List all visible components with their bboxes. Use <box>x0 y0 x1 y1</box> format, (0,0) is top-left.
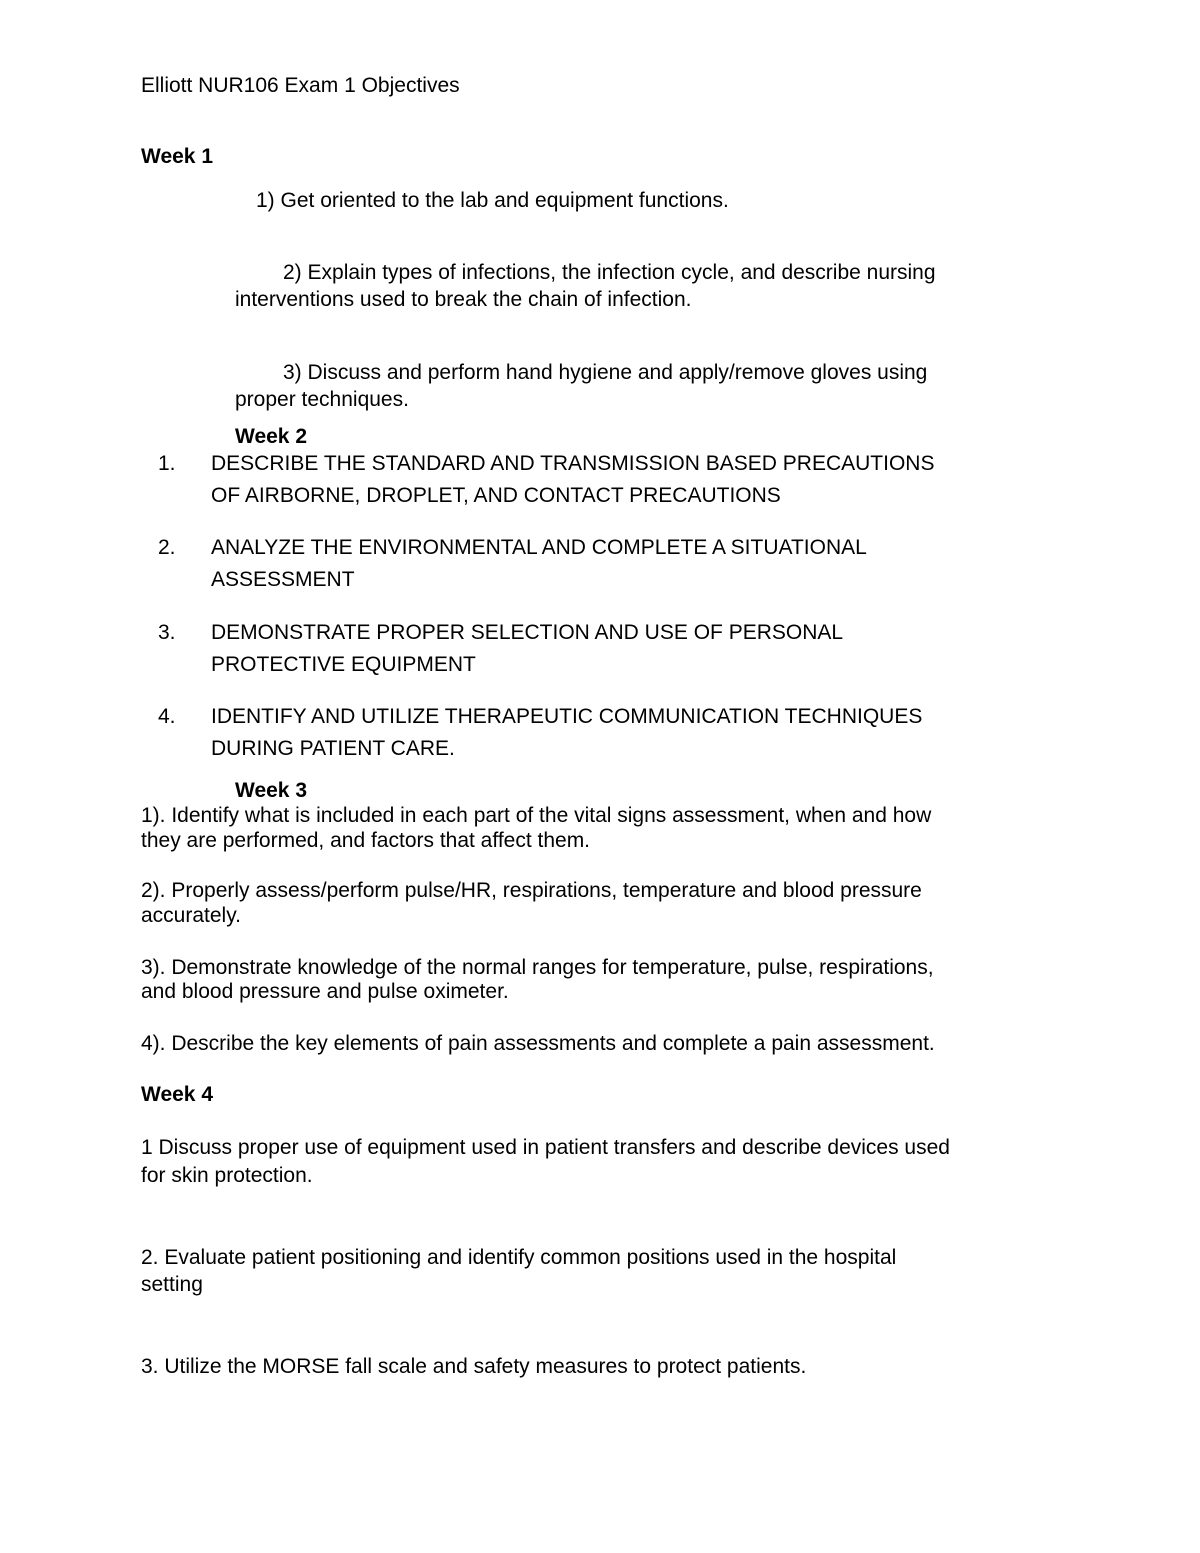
week2-item4-line2: DURING PATIENT CARE. <box>211 737 455 760</box>
week3-item4: 4). Describe the key elements of pain assessments and complete a pain assessment. <box>141 1032 935 1055</box>
week4-item1-line1: 1 Discuss proper use of equipment used in patient transfers and describe devices used <box>141 1136 950 1159</box>
week2-item2-line1: ANALYZE THE ENVIRONMENTAL AND COMPLETE A SITUATIONAL <box>211 536 867 559</box>
week3-item2-line1: 2). Properly assess/perform pulse/HR, respirations, temperature and blood pressure <box>141 879 922 902</box>
week2-item1-line1: DESCRIBE THE STANDARD AND TRANSMISSION BASED PRECAUTIONS <box>211 452 935 475</box>
week4-item1-line2: for skin protection. <box>141 1164 313 1187</box>
week2-item1-line2: OF AIRBORNE, DROPLET, AND CONTACT PRECAUTIONS <box>211 484 781 507</box>
week3-item3-line1: 3). Demonstrate knowledge of the normal ranges for temperature, pulse, respirations, <box>141 956 934 979</box>
week3-heading: Week 3 <box>235 779 307 802</box>
week2-item3-line2: PROTECTIVE EQUIPMENT <box>211 653 476 676</box>
week4-item2-line1: 2. Evaluate patient positioning and identify common positions used in the hospital <box>141 1246 897 1269</box>
week2-heading: Week 2 <box>235 425 307 448</box>
week1-item3-line2: proper techniques. <box>235 388 409 411</box>
week2-item2-number: 2. <box>158 536 176 559</box>
week3-item3-line2: and blood pressure and pulse oximeter. <box>141 980 509 1003</box>
week4-item2-line2: setting <box>141 1273 203 1296</box>
week1-item2-line1: 2) Explain types of infections, the infection cycle, and describe nursing <box>283 261 936 284</box>
week2-item4-line1: IDENTIFY AND UTILIZE THERAPEUTIC COMMUNICATION TECHNIQUES <box>211 705 923 728</box>
week2-item3-number: 3. <box>158 621 176 644</box>
week2-item3-line1: DEMONSTRATE PROPER SELECTION AND USE OF PERSONAL <box>211 621 844 644</box>
week1-item3-line1: 3) Discuss and perform hand hygiene and apply/remove gloves using <box>283 361 928 384</box>
week4-heading: Week 4 <box>141 1083 213 1106</box>
week1-heading: Week 1 <box>141 145 213 168</box>
week1-item1: 1) Get oriented to the lab and equipment functions. <box>256 189 729 212</box>
week3-item1-line2: they are performed, and factors that affect them. <box>141 829 591 852</box>
week3-item1-line1: 1). Identify what is included in each part of the vital signs assessment, when and how <box>141 804 932 827</box>
week2-item4-number: 4. <box>158 705 176 728</box>
week2-item2-line2: ASSESSMENT <box>211 568 355 591</box>
document-title: Elliott NUR106 Exam 1 Objectives <box>141 74 460 97</box>
week1-item2-line2: interventions used to break the chain of infection. <box>235 288 692 311</box>
week2-item1-number: 1. <box>158 452 176 475</box>
week4-item3: 3. Utilize the MORSE fall scale and safety measures to protect patients. <box>141 1355 807 1378</box>
week3-item2-line2: accurately. <box>141 904 241 927</box>
